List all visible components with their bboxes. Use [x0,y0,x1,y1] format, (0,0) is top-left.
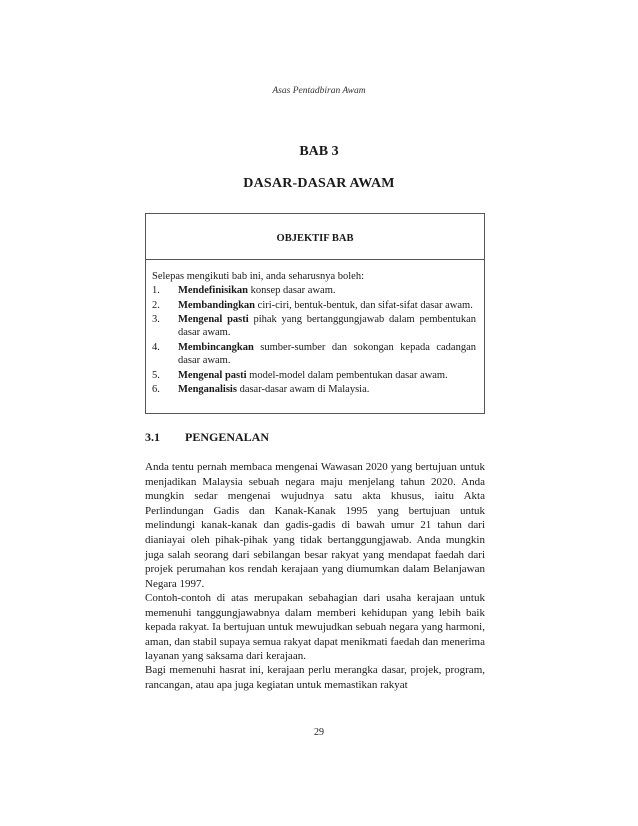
objective-description: dasar-dasar awam di Malaysia. [236,384,370,396]
chapter-number: BAB 3 [299,144,339,159]
objectives-heading: OBJEKTIF BAB [146,214,484,260]
body-paragraph: Contoh-contoh di atas merupakan sebahagian dari usaha kerajaan untuk memenuhi tanggungjawabnya dalam memberi kehidupan yang lebih baik kepada rakyat. Ia bertujuan untuk mewujudkan sebuah negara yang harmoni, aman, dan stabil supaya semua rakyat dapat menikmati faedah dan menerima layanan yang saksama dari kerajaan. [145,592,485,663]
objective-keyword: Mendefinisikan [178,284,249,296]
objective-item [152,300,476,313]
objective-keyword: Mengenal pasti [178,369,247,381]
objective-text [178,384,476,397]
objective-text [178,285,476,298]
chapter-title: DASAR-DASAR AWAM [243,176,395,191]
objective-keyword: Mengenal pasti [178,314,249,326]
objective-description: sumber-sumber dan sokongan kepada cadangan dasar awam. [178,341,476,366]
running-header: Asas Pentadbiran Awam [272,86,366,96]
objective-keyword: Menganalisis [178,384,237,396]
objective-item [152,342,476,368]
objective-description: konsep dasar awam. [248,284,336,296]
objective-number: 6. [152,384,160,396]
section-title: PENGENALAN [185,430,270,444]
objective-number: 3. [152,314,160,326]
objective-number: 4. [152,341,160,353]
objective-item [152,285,476,298]
section-number: 3.1 [145,430,160,444]
objective-description: model-model dalam pembentukan dasar awam. [246,369,448,381]
objective-description: ciri-ciri, bentuk-bentuk, dan sifat-sifat dasar awam. [255,299,473,311]
objective-number: 2. [152,299,160,311]
objectives-box [145,213,485,414]
objective-number: 1. [152,284,160,296]
objective-description: pihak yang bertanggungjawab dalam pembentukan dasar awam. [178,314,477,339]
objectives-intro: Selepas mengikuti bab ini, anda seharusnya boleh: [152,271,364,282]
objective-keyword: Membincangkan [178,341,254,353]
objective-text [178,370,476,383]
objective-keyword: Membandingkan [178,299,256,311]
page-number: 29 [314,727,324,738]
section-heading [145,430,485,445]
objective-text [178,314,476,340]
objective-item [152,384,476,397]
objective-text [178,342,476,368]
objective-number: 5. [152,369,160,381]
objective-item [152,370,476,383]
body-paragraph: Anda tentu pernah membaca mengenai Wawasan 2020 yang bertujuan untuk menjadikan Malaysia sebuah negara maju menjelang tahun 2020. Anda mungkin sedar mengenai wujudnya satu akta khusus, iaitu Akta Perlindungan Gadis dan Kanak-Kanak 1995 yang bertujuan untuk melindungi kanak-kanak dan gadis-gadis di bawah umur 21 tahun dari dianiayai oleh pihak-pihak yang tidak bertanggungjawab. Anda mungkin juga salah seorang dari sebilangan besar rakyat yang mendapat faedah dari projek perumahan kos rendah kerajaan yang diumumkan dalam Belanjawan Negara 1997. [145,461,485,590]
body-paragraph: Bagi memenuhi hasrat ini, kerajaan perlu merangka dasar, projek, program, rancangan, atau apa juga kegiatan untuk memastikan rakyat [145,664,485,691]
objectives-list [152,285,476,397]
objective-item [152,314,476,340]
objective-text [178,300,476,313]
